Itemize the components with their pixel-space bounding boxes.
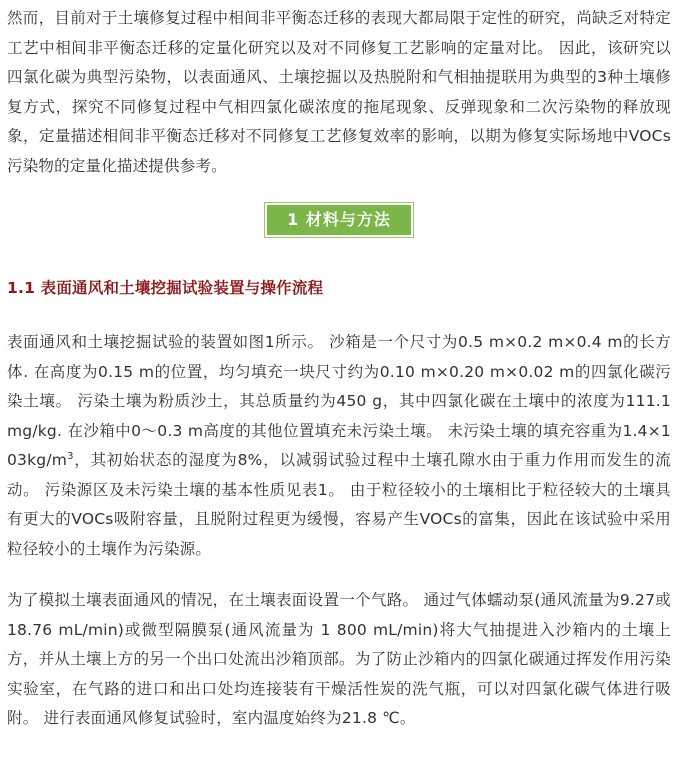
paragraph-apparatus-text-1: 表面通风和土壤挖掘试验的装置如图1所示。 沙箱是一个尺寸为0.5 m×0.2 m×0.4 m的长方体. 在高度为0.15 m的位置，均匀填充一块尺寸约为0.10 m×0.20 m×0.02 m的四氯化碳污染土壤。 污染土壤为粉质沙土，其总质量约为450 g，其中四氯化碳在土壤中的浓度为111.1 mg/kg. 在沙箱中0～0.3 m高度的其他位置填充未污染土壤。 未污染土壤的填充容重为1.4×103kg/m	[7, 333, 671, 469]
paragraph-ventilation: 为了模拟土壤表面通风的情况，在土壤表面设置一个气路。 通过气体蠕动泵(通风流量为9.27或18.76 mL/min)或微型隔膜泵(通风流量为 1 800 mL/min)将大气抽提进入沙箱内的土壤上方，并从土壤上方的另一个出口处流出沙箱顶部。为了防止沙箱内的四氯化碳通过挥发作用污染实验室，在气路的进口和出口处均连接装有干燥活性炭的洗气瓶，可以对四氯化碳气体进行吸附。 进行表面通风修复试验时，室内温度始终为21.8 ℃。	[7, 591, 671, 727]
paragraph-apparatus-text-2: ，其初始状态的湿度为8%，以减弱试验过程中土壤孔隙水由于重力作用而发生的流动。 污染源区及未污染土壤的基本性质见表1。 由于粒径较小的土壤相比于粒径较大的土壤具有更大的VOCs吸附容量，且脱附过程更为缓慢，容易产生VOCs的富集，因此在该试验中采用粒径较小的土壤作为污染源。	[7, 451, 671, 558]
subsection-heading: 1.1 表面通风和土壤挖掘试验装置与操作流程	[7, 279, 324, 297]
section-heading: 1 材料与方法	[267, 205, 411, 235]
section-heading-wrapper	[7, 202, 671, 238]
paragraph-apparatus	[7, 328, 671, 564]
superscript-exponent: 3	[67, 450, 74, 462]
section-heading-box	[264, 202, 414, 238]
intro-paragraph: 然而，目前对于土壤修复过程中相间非平衡态迁移的表现大都局限于定性的研究，尚缺乏对特定工艺中相间非平衡态迁移的定量化研究以及对不同修复工艺影响的定量对比。 因此，该研究以四氯化碳为典型污染物，以表面通风、土壤挖掘以及热脱附和气相抽提联用为典型的3种土壤修复方式，探究不同修复过程中气相四氯化碳浓度的拖尾现象、反弹现象和二次污染物的释放现象，定量描述相间非平衡态迁移对不同修复工艺修复效率的影响，以期为修复实际场地中VOCs污染物的定量化描述提供参考。	[7, 9, 671, 175]
